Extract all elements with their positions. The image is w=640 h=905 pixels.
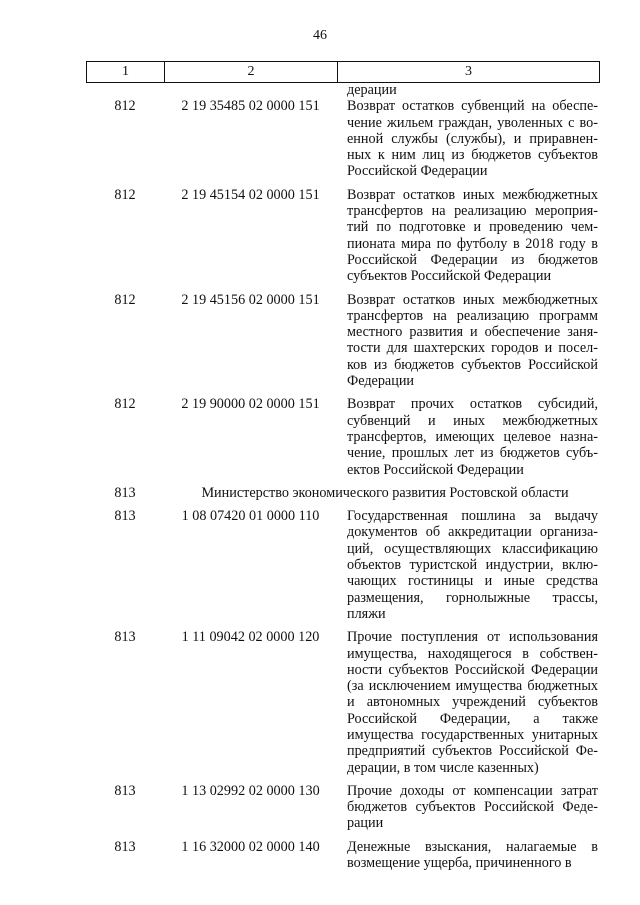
table-row — [86, 292, 600, 390]
revenue-code-cell: 1 13 02992 02 0000 130 — [181, 782, 320, 799]
admin-code-cell: 813 — [114, 629, 136, 646]
table-body — [86, 82, 600, 871]
table-row — [86, 508, 600, 622]
revenue-code-cell: 2 19 45156 02 0000 151 — [181, 291, 320, 308]
revenue-name-cell: Государственная пошлина за выдачу документов об аккредитации организаций, осуществляющих классификацию объектов туристской индустрии, включающих гостиницы и иные средства размещения, горнолыжные трассы, пляжи — [347, 508, 598, 622]
table-header — [86, 61, 600, 83]
revenue-name-cell: дерации — [347, 82, 397, 98]
header-col-3: 3 — [465, 64, 472, 79]
revenue-name-cell: Возврат остатков иных межбюджетных трансфертов на реализацию программ местного развития и обеспечение занятости для шахтерских городов и поселков из бюджетов субъектов Российской Федерации — [347, 291, 598, 390]
admin-code-cell: 812 — [114, 396, 136, 413]
admin-code-cell: 813 — [114, 484, 136, 501]
admin-code-cell: 812 — [114, 98, 136, 115]
revenue-code-cell: 1 08 07420 01 0000 110 — [181, 508, 320, 525]
table-row — [86, 396, 600, 477]
header-col-1: 1 — [87, 62, 165, 82]
table-row — [86, 629, 600, 776]
revenue-name-cell: Возврат остатков субвенций на обеспечение жильем граждан, уволенных с военной службы (службы), и приравненных к ним лиц из бюджетов субъектов Российской Федерации — [347, 98, 598, 180]
revenue-name-cell: Возврат остатков иных межбюджетных трансфертов на реализацию мероприятий по подготовке и проведению чемпионата мира по футболу в 2018 году в Российской Федерации из бюджетов субъектов Российской Федерации — [347, 186, 598, 285]
admin-code-cell — [86, 82, 164, 98]
continuation-row — [86, 82, 600, 98]
revenue-name-cell: Прочие поступления от использования имущества, находящегося в собственности субъектов Российской Федерации (за исключением имущества бюджетных и автономных учреждений субъектов Российской Федерации, а также имущества государственных унитарных предприятий субъектов Российской Федерации, в том числе казенных) — [347, 629, 598, 776]
admin-code-cell: 813 — [114, 508, 136, 525]
revenue-code-cell: 1 11 09042 02 0000 120 — [181, 629, 320, 646]
admin-code-cell: 813 — [114, 838, 136, 855]
revenue-name-cell: Денежные взыскания, налагаемые в возмещение ущерба, причиненного в — [347, 838, 598, 872]
revenue-code-cell: 2 19 45154 02 0000 151 — [181, 186, 320, 203]
revenue-code-cell: 1 16 32000 02 0000 140 — [181, 838, 320, 855]
revenue-code-cell: 2 19 90000 02 0000 151 — [181, 396, 320, 413]
table-row — [86, 783, 600, 832]
revenue-name-cell: Возврат прочих остатков субсидий, субвенций и иных межбюджетных трансфертов, имеющих целевое назначение, прошлых лет из бюджетов субъектов Российской Федерации — [347, 396, 598, 478]
table-row — [86, 98, 600, 179]
revenue-code-cell — [164, 82, 337, 98]
admin-code-cell: 813 — [114, 782, 136, 799]
table-row — [86, 839, 600, 872]
revenue-code-cell: 2 19 35485 02 0000 151 — [181, 98, 320, 115]
revenue-name-cell: Прочие доходы от компенсации затрат бюджетов субъектов Российской Федерации — [347, 782, 598, 832]
administrator-title-cell: Министерство экономического развития Ростовской области — [201, 484, 569, 501]
rows-container — [86, 98, 600, 871]
header-col-2: 2 — [165, 62, 338, 82]
section-row — [86, 485, 600, 501]
admin-code-cell: 812 — [114, 291, 136, 308]
page-number: 46 — [313, 28, 327, 43]
admin-code-cell: 812 — [114, 186, 136, 203]
table-row — [86, 187, 600, 285]
